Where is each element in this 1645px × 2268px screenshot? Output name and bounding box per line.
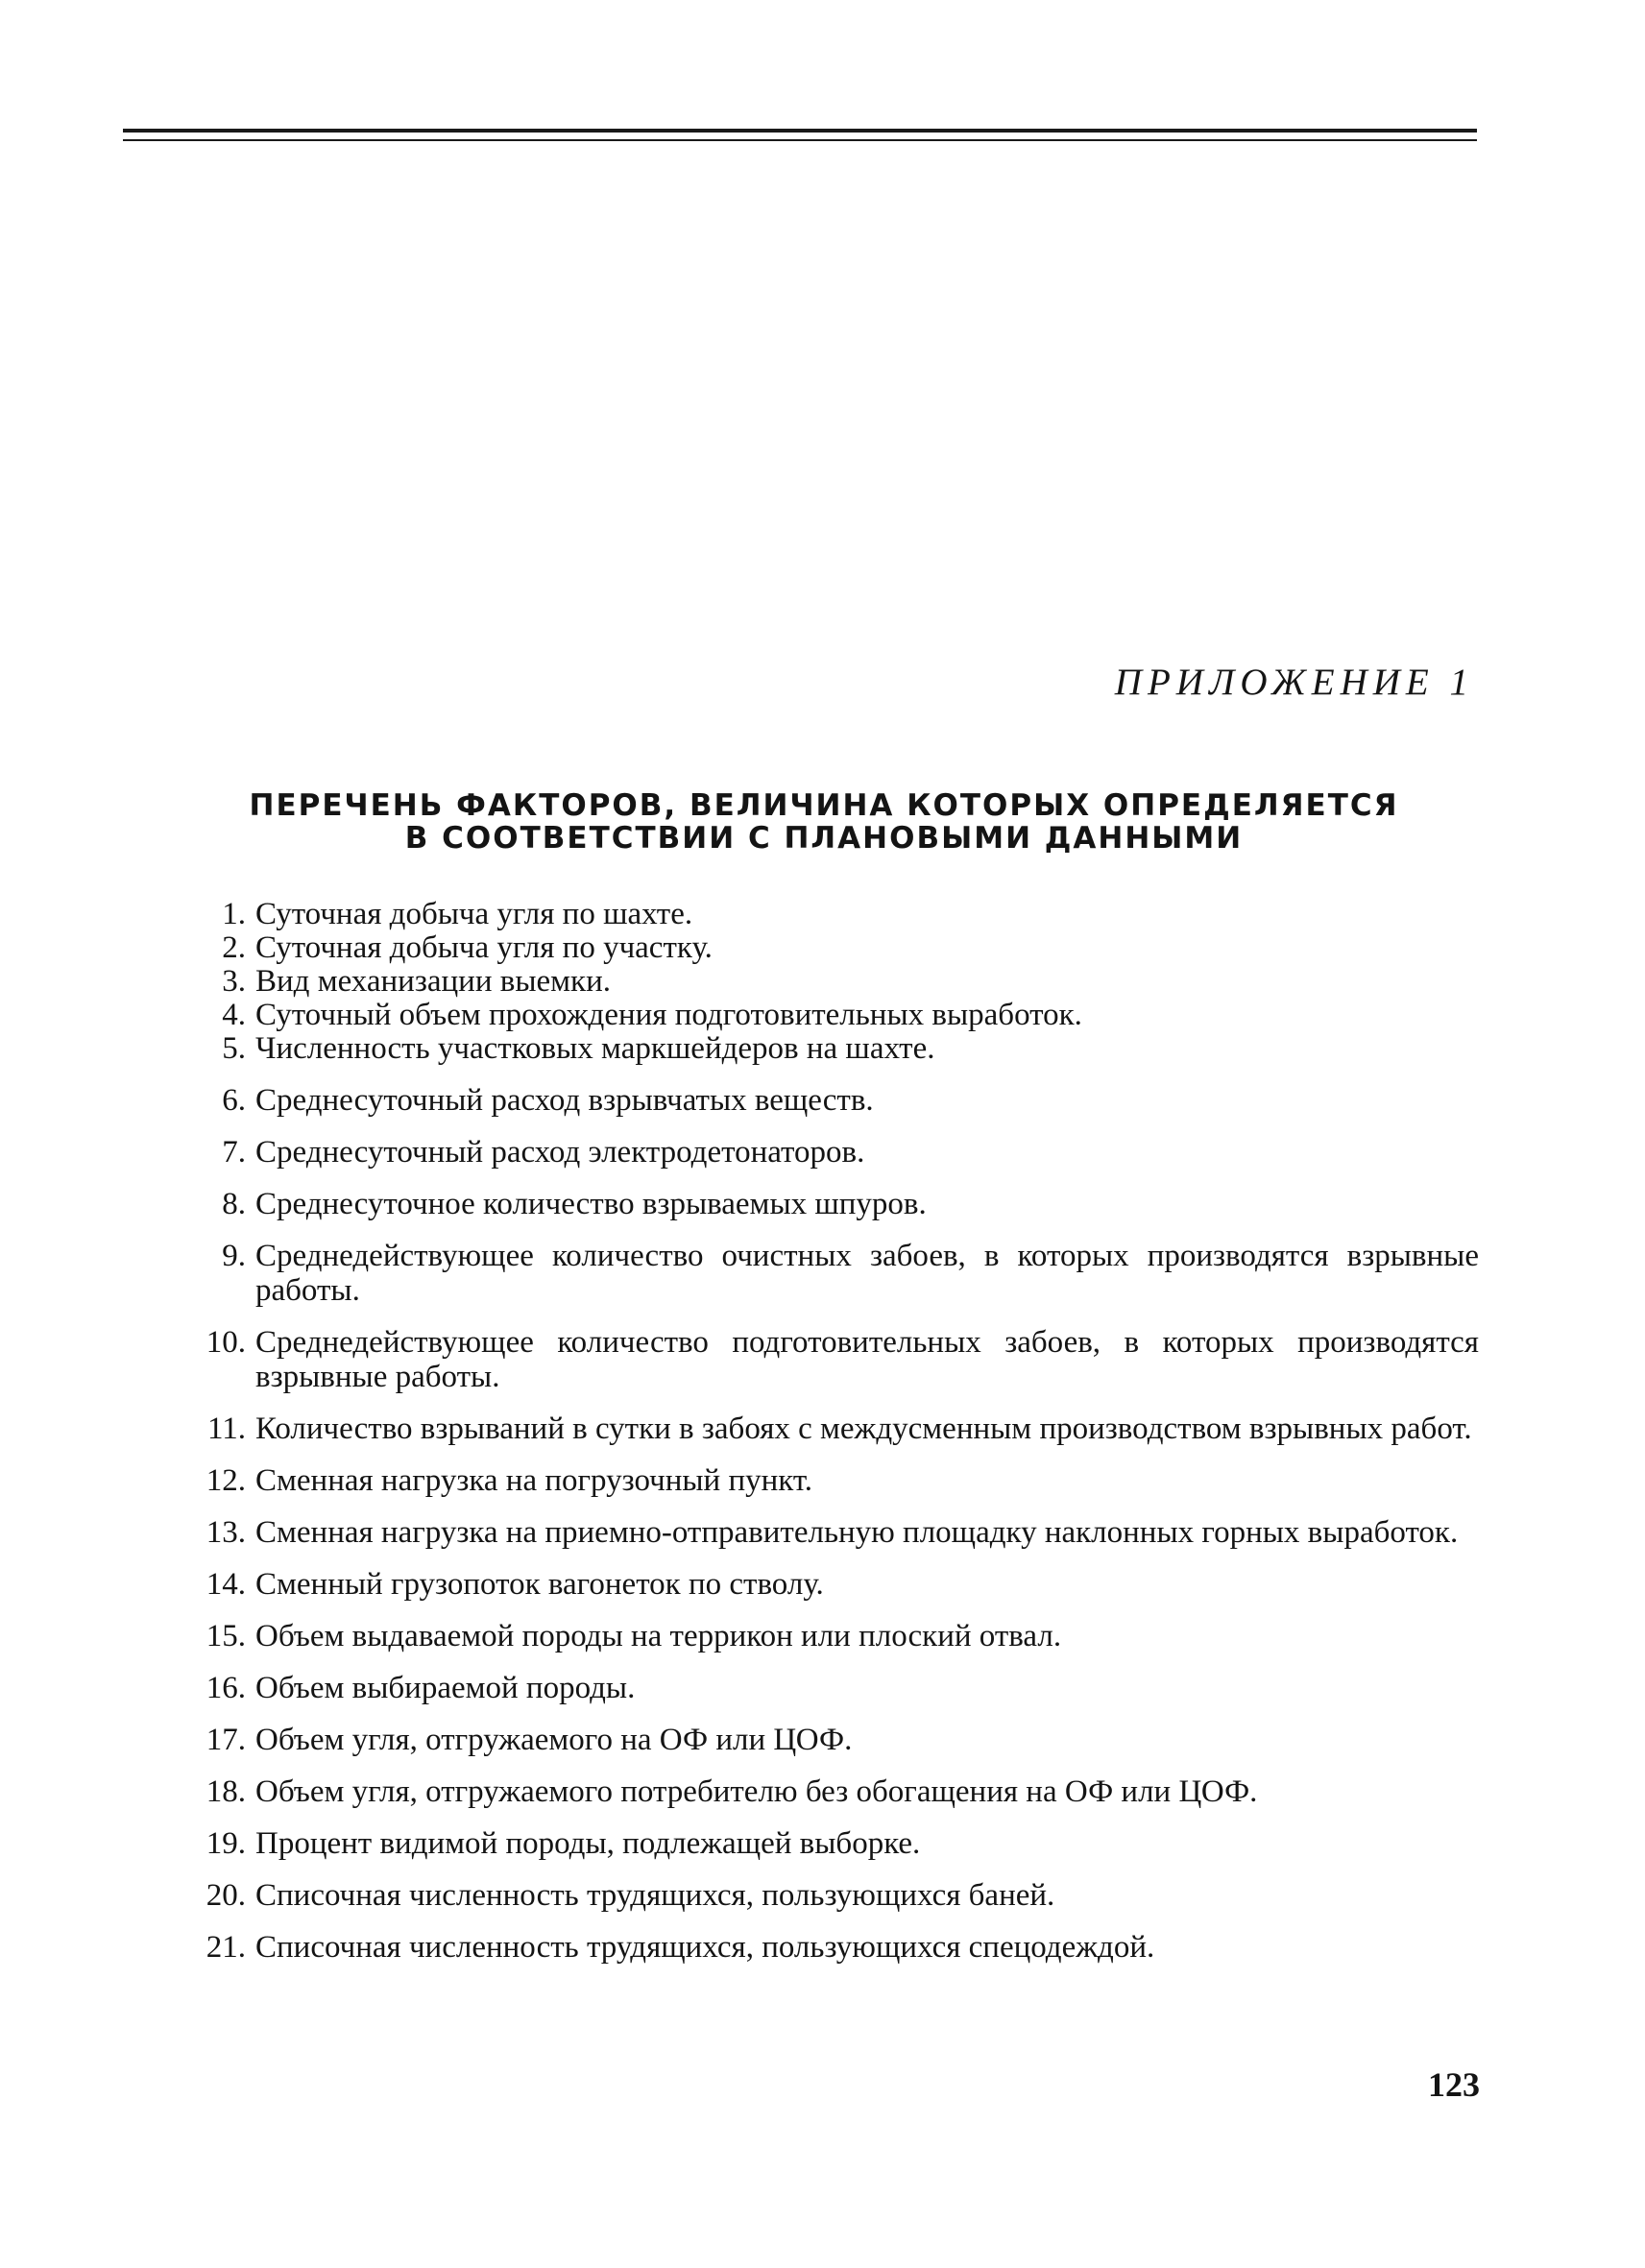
factor-list [182, 898, 1479, 1965]
header-rule-thick [123, 129, 1477, 133]
appendix-label: ПРИЛОЖЕНИЕ 1 [1114, 662, 1474, 703]
list-item [182, 1774, 1479, 1809]
item-text: Суточная добыча угля по участку. [255, 930, 713, 965]
item-number: 19. [206, 1826, 246, 1861]
item-number: 17. [206, 1723, 246, 1757]
item-text: Списочная численность трудящихся, пользующихся баней. [255, 1878, 1055, 1913]
list-item [182, 1325, 1479, 1394]
list-item [182, 999, 1479, 1032]
item-number: 1. [222, 897, 246, 931]
item-text: Вид механизации выемки. [255, 964, 611, 999]
item-number: 4. [222, 998, 246, 1032]
list-item [182, 1239, 1479, 1308]
list-item [182, 1723, 1479, 1757]
item-number: 7. [222, 1135, 246, 1170]
list-item [182, 1187, 1479, 1221]
title-line-2: В СООТВЕТСТВИИ С ПЛАНОВЫМИ ДАННЫМИ [404, 821, 1244, 856]
page-number: 123 [1428, 2065, 1480, 2104]
item-number: 21. [206, 1930, 246, 1965]
item-text: Среднесуточное количество взрываемых шпуров. [255, 1187, 927, 1221]
item-text: Сменная нагрузка на приемно-отправительную площадку наклонных горных выработок. [255, 1515, 1459, 1550]
item-text: Количество взрываний в сутки в забоях с междусменным производством взрывных работ. [255, 1411, 1472, 1446]
item-number: 15. [206, 1619, 246, 1653]
list-item [182, 1826, 1479, 1861]
item-text: Численность участковых маркшейдеров на шахте. [255, 1031, 935, 1066]
item-text: Процент видимой породы, подлежащей выборке. [255, 1826, 921, 1861]
list-item [182, 931, 1479, 965]
item-text: Объем угля, отгружаемого на ОФ или ЦОФ. [255, 1723, 853, 1757]
list-item [182, 1411, 1479, 1446]
item-text: Среднесуточный расход взрывчатых веществ. [255, 1083, 874, 1118]
document-title [123, 789, 1525, 855]
list-item [182, 1135, 1479, 1170]
list-item [182, 898, 1479, 931]
item-text: Среднедействующее количество подготовительных забоев, в которых производятся взрывные работы. [255, 1325, 1479, 1394]
list-item [182, 1515, 1479, 1550]
item-number: 20. [206, 1878, 246, 1913]
item-number: 5. [222, 1031, 246, 1066]
item-number: 2. [222, 930, 246, 965]
item-text: Суточная добыча угля по шахте. [255, 897, 693, 931]
item-text: Объем выдаваемой породы на террикон или плоский отвал. [255, 1619, 1062, 1653]
list-item [182, 1032, 1479, 1066]
list-item [182, 1930, 1479, 1965]
item-number: 16. [206, 1671, 246, 1705]
item-text: Суточный объем прохождения подготовительных выработок. [255, 998, 1082, 1032]
list-item [182, 1567, 1479, 1602]
item-text: Объем выбираемой породы. [255, 1671, 636, 1705]
item-number: 9. [222, 1239, 246, 1273]
list-item [182, 1463, 1479, 1498]
item-text: Среднедействующее количество очистных забоев, в которых производятся взрывные работы. [255, 1239, 1479, 1308]
item-text: Объем угля, отгружаемого потребителю без обогащения на ОФ или ЦОФ. [255, 1774, 1258, 1809]
title-line-1: ПЕРЕЧЕНЬ ФАКТОРОВ, ВЕЛИЧИНА КОТОРЫХ ОПРЕДЕЛЯЕТСЯ [249, 788, 1399, 823]
list-item [182, 1619, 1479, 1653]
item-number: 8. [222, 1187, 246, 1221]
item-number: 6. [222, 1083, 246, 1118]
list-item [182, 1083, 1479, 1118]
list-item [182, 1878, 1479, 1913]
item-number: 11. [206, 1411, 246, 1446]
item-text: Сменная нагрузка на погрузочный пункт. [255, 1463, 813, 1498]
item-number: 14. [206, 1567, 246, 1602]
item-number: 3. [222, 964, 246, 999]
list-item [182, 1671, 1479, 1705]
item-number: 10. [206, 1325, 246, 1360]
list-item [182, 965, 1479, 999]
item-number: 18. [206, 1774, 246, 1809]
header-rule-thin [123, 139, 1477, 141]
item-number: 13. [206, 1515, 246, 1550]
item-text: Сменный грузопоток вагонеток по стволу. [255, 1567, 824, 1602]
item-number: 12. [206, 1463, 246, 1498]
item-text: Среднесуточный расход электродетонаторов. [255, 1135, 865, 1170]
item-text: Списочная численность трудящихся, пользующихся спецодеждой. [255, 1930, 1155, 1965]
